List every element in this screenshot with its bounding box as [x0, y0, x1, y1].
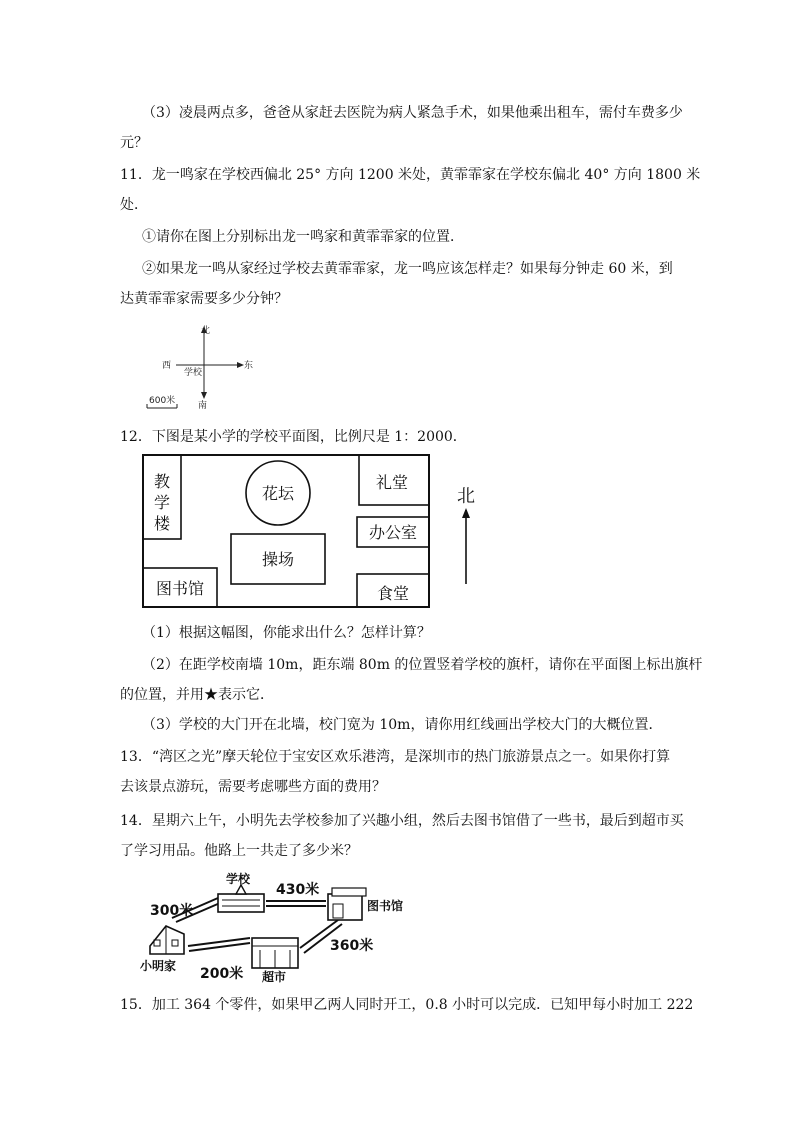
map-d-school-library: 430米 [276, 882, 320, 898]
map-home: 小明家 [140, 959, 177, 973]
compass-figure [140, 322, 270, 410]
q11-line-3: ①请你在图上分别标出龙一鸣家和黄霏霏家的位置． [142, 229, 464, 245]
compass-south: 南 [198, 401, 208, 410]
plan-teaching-3: 楼 [153, 514, 171, 533]
route-map [140, 868, 420, 986]
q12-sub-2: （2）在距学校南墙 10m，距东端 80m 的位置竖着学校的旗杆，请你在平面图上标出旗杆 [142, 657, 703, 673]
q14-line-2: 了学习用品。他路上一共走了多少米？ [120, 843, 358, 859]
q11-line-1: 11．龙一鸣家在学校西偏北 25° 方向 1200 米处，黄霏霏家在学校东偏北 40° 方向 1800 米 [120, 167, 701, 183]
map-market: 超市 [262, 970, 287, 984]
compass-scale: 600米 [149, 396, 176, 406]
map-d-home-market: 200米 [200, 966, 244, 982]
q11-line-2: 处． [120, 197, 148, 213]
map-school: 学校 [226, 872, 251, 886]
map-d-library-market: 360米 [330, 938, 374, 954]
q14-line-1: 14．星期六上午，小明先去学校参加了兴趣小组，然后去图书馆借了一些书，最后到超市买 [120, 813, 684, 829]
q11-line-4: ②如果龙一鸣从家经过学校去黄霏霏家，龙一鸣应该怎样走？如果每分钟走 60 米，到 [142, 261, 673, 277]
compass-center: 学校 [184, 368, 203, 378]
q12-title: 12．下图是某小学的学校平面图，比例尺是 1：2000． [120, 429, 467, 445]
plan-canteen: 食堂 [376, 584, 410, 603]
q10-3-line-1: （3）凌晨两点多，爸爸从家赶去医院为病人紧急手术，如果他乘出租车，需付车费多少 [142, 105, 683, 121]
plan-playground: 操场 [261, 550, 295, 569]
plan-flower-bed: 花坛 [261, 484, 295, 503]
compass-west: 西 [162, 361, 172, 371]
q13-line-2: 去该景点游玩，需要考虑哪些方面的费用？ [120, 779, 386, 795]
school-plan [140, 452, 490, 612]
q15-line-1: 15．加工 364 个零件，如果甲乙两人同时开工，0.8 小时可以完成．已知甲每小时加工 222 [120, 997, 694, 1013]
compass-east: 东 [244, 361, 254, 371]
q12-sub-1: （1）根据这幅图，你能求出什么？怎样计算？ [142, 625, 431, 641]
plan-auditorium: 礼堂 [375, 473, 409, 492]
q11-line-5: 达黄霏霏家需要多少分钟？ [120, 291, 288, 307]
q12-sub-4: （3）学校的大门开在北墙，校门宽为 10m，请你用红线画出学校大门的大概位置． [142, 717, 663, 733]
plan-north: 北 [457, 486, 475, 507]
map-library: 图书馆 [367, 899, 404, 913]
plan-library: 图书馆 [155, 579, 205, 598]
q10-3-line-2: 元？ [120, 135, 148, 151]
q13-line-1: 13．“湾区之光”摩天轮位于宝安区欢乐港湾，是深圳市的热门旅游景点之一。如果你打算 [120, 749, 671, 765]
compass-north: 北 [201, 326, 211, 336]
plan-office: 办公室 [368, 523, 418, 542]
plan-teaching-1: 教 [153, 472, 171, 491]
map-d-home-school: 300米 [150, 903, 194, 919]
q12-sub-3: 的位置，并用★表示它． [120, 687, 274, 703]
plan-teaching-2: 学 [153, 493, 171, 512]
